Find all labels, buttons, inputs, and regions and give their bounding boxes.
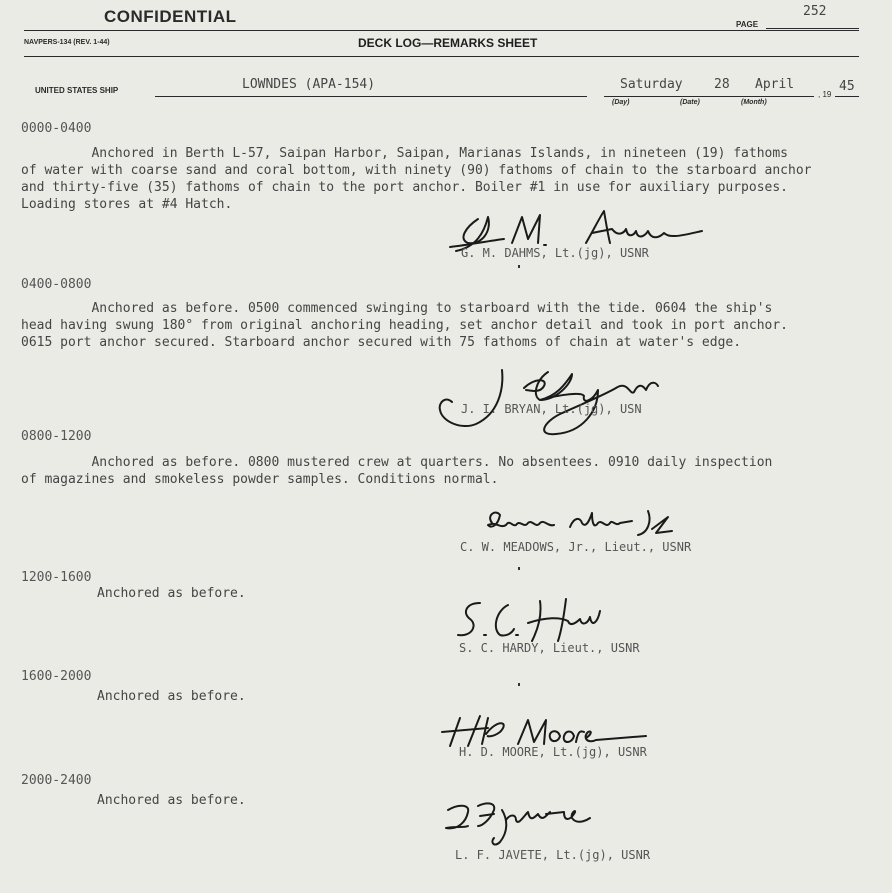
- month-value: April: [755, 77, 795, 92]
- watch-period: 0000-0400: [21, 121, 92, 136]
- signatory-name: L. F. JAVETE, Lt.(jg), USNR: [455, 848, 651, 862]
- day-value: Saturday: [620, 77, 683, 92]
- header-divider: [24, 30, 859, 31]
- page-label: PAGE: [736, 20, 759, 29]
- watch-remarks: Anchored as before.: [97, 689, 246, 704]
- month-caption: (Month): [741, 99, 767, 106]
- ship-name-rule: [155, 96, 587, 97]
- divider-mark: [518, 567, 520, 570]
- date-caption: (Date): [680, 99, 700, 106]
- watch-remarks: Anchored as before.: [97, 586, 246, 601]
- ship-label: UNITED STATES SHIP: [35, 86, 119, 95]
- form-number: NAVPERS-134 (REV. 1-44): [24, 39, 110, 46]
- date-rule: [604, 96, 814, 97]
- signature-meadows: [482, 505, 676, 539]
- watch-period: 1600-2000: [21, 669, 92, 684]
- watch-period: 0400-0800: [21, 277, 92, 292]
- signatory-name: S. C. HARDY, Lieut., USNR: [459, 641, 640, 655]
- ship-name: LOWNDES (APA-154): [242, 77, 376, 92]
- watch-period: 2000-2400: [21, 773, 92, 788]
- year-value: 45: [839, 79, 855, 94]
- signatory-name: H. D. MOORE, Lt.(jg), USNR: [459, 745, 647, 759]
- signatory-name: C. W. MEADOWS, Jr., Lieut., USNR: [460, 540, 692, 554]
- day-caption: (Day): [612, 99, 630, 106]
- year-rule: [835, 96, 859, 97]
- watch-remarks: Anchored in Berth L-57, Saipan Harbor, Saipan, Marianas Islands, in nineteen (19) fathoms of water with coarse sand and coral bottom, with ninety (90) fathoms of chain to the starboard anchor and thirty-five (35) fathoms of chain to the port anchor. Boiler #1 in use for auxiliary purposes. Loading stores at #4 Hatch.: [21, 146, 812, 212]
- page-number: 252: [803, 4, 827, 19]
- title-divider: [24, 56, 859, 57]
- classification-heading: CONFIDENTIAL: [104, 7, 237, 26]
- signatory-name: G. M. DAHMS, Lt.(jg), USNR: [461, 246, 649, 260]
- watch-remarks: Anchored as before. 0800 mustered crew at quarters. No absentees. 0910 daily inspection of magazines and smokeless powder samples. Conditions normal.: [21, 455, 773, 487]
- page-number-rule: [766, 28, 859, 29]
- signature-javete: [438, 798, 596, 850]
- watch-remarks: Anchored as before.: [97, 793, 246, 808]
- watch-remarks: Anchored as before. 0500 commenced swinging to starboard with the tide. 0604 the ship's head having swung 180° from original anchoring heading, set anchor detail and took in port anchor. 0615 port anchor secured. Starboard anchor secured with 75 fathoms of chain at water's edge.: [21, 301, 789, 350]
- year-prefix: , 19: [818, 90, 832, 99]
- sheet-title: DECK LOG—REMARKS SHEET: [358, 36, 538, 50]
- watch-period: 0800-1200: [21, 429, 92, 444]
- divider-mark: [518, 265, 520, 268]
- date-value: 28: [714, 77, 730, 92]
- divider-mark: [518, 683, 520, 686]
- signature-hardy: [450, 597, 606, 645]
- watch-period: 1200-1600: [21, 570, 92, 585]
- signatory-name: J. I. BRYAN, Lt.(jg), USN: [461, 402, 642, 416]
